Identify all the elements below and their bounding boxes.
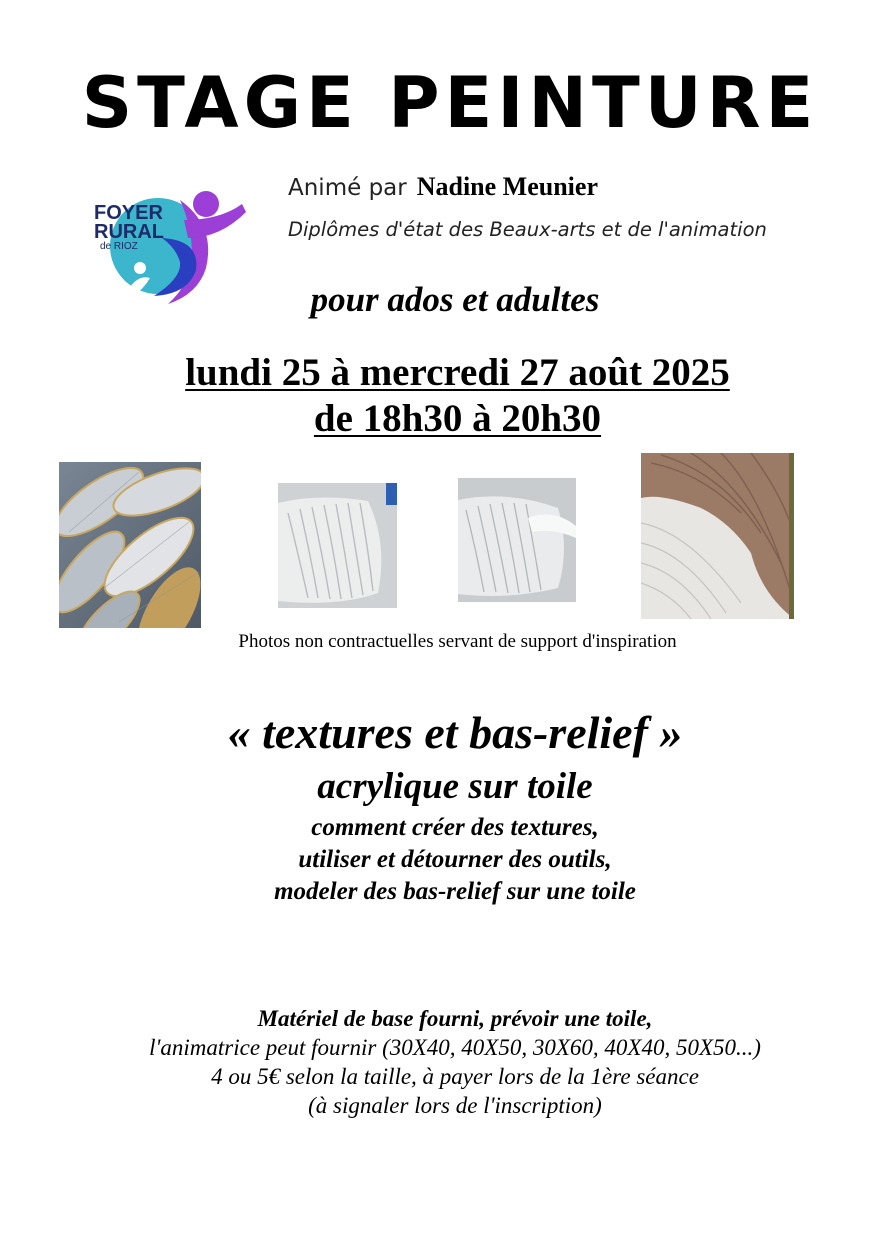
dates-hours: de 18h30 à 20h30 [313, 397, 602, 440]
materials-line: Matériel de base fourni, prévoir une toile, [257, 1006, 653, 1031]
materials-block [0, 1004, 875, 1120]
logo-text-foyer: FOYER [94, 202, 163, 224]
animator-line [288, 172, 598, 202]
logo-text-rioz: de RIOZ [100, 241, 138, 252]
materials-line: l'animatrice peut fournir (30X40, 40X50, 30X60, 40X40, 50X50...) [149, 1035, 761, 1060]
workshop-theme: « textures et bas-relief » [227, 707, 683, 758]
dates-block [0, 350, 875, 442]
animator-prefix: Animé par [288, 175, 407, 201]
detail-line: comment créer des textures, [311, 814, 599, 841]
leaf-relief-photo-2 [458, 478, 576, 602]
workshop-medium: acrylique sur toile [317, 766, 593, 807]
photos-caption: Photos non contractuelles servant de support d'inspiration [238, 631, 677, 652]
brown-texture-photo [641, 453, 794, 619]
workshop-details [0, 812, 875, 908]
animator-name: Nadine Meunier [416, 172, 598, 201]
animator-credentials: Diplômes d'état des Beaux-arts et de l'animation [288, 218, 767, 241]
materials-line: 4 ou 5€ selon la taille, à payer lors de la 1ère séance [211, 1064, 699, 1089]
leaf-relief-photo-1 [278, 483, 397, 608]
detail-line: modeler des bas-relief sur une toile [274, 878, 636, 905]
materials-line: (à signaler lors de l'inscription) [308, 1093, 602, 1118]
audience: pour ados et adultes [310, 280, 600, 319]
page-title: STAGE PEINTURE [81, 62, 819, 144]
logo-text-rural: RURAL [94, 221, 164, 243]
dates-days: lundi 25 à mercredi 27 août 2025 [185, 351, 730, 394]
detail-line: utiliser et détourner des outils, [298, 846, 612, 873]
feathers-relief-photo [59, 462, 201, 628]
